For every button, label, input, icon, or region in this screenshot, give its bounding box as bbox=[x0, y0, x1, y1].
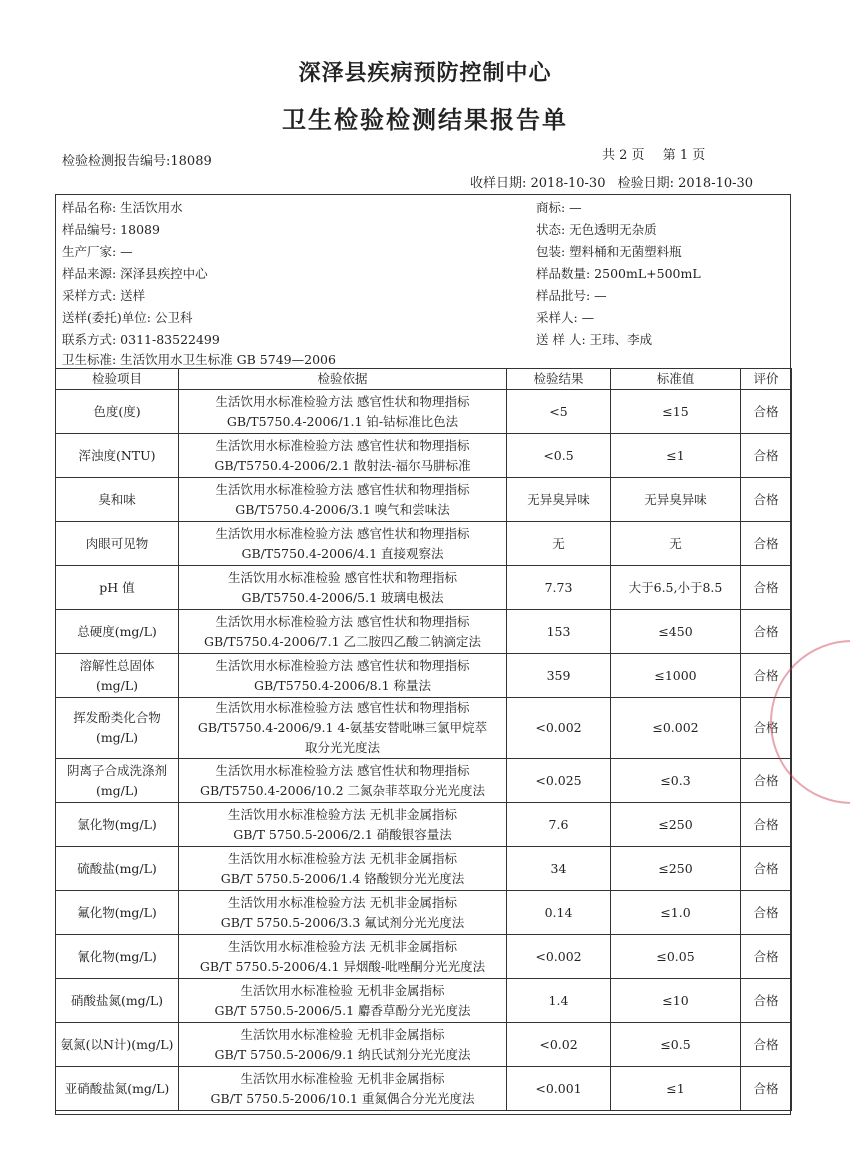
brand: 商标: — bbox=[536, 200, 582, 215]
sample-name: 样品名称: 生活饮用水 bbox=[62, 200, 183, 215]
item-cell: 氰化物(mg/L) bbox=[56, 935, 179, 979]
result-cell: 0.14 bbox=[507, 891, 611, 935]
page-indicator bbox=[602, 144, 719, 163]
item-cell: 挥发酚类化合物(mg/L) bbox=[56, 698, 179, 759]
basis-line: GB/T5750.4-2006/1.1 铂-钴标准比色法 bbox=[226, 413, 459, 429]
table-row bbox=[56, 610, 792, 654]
dates-line bbox=[470, 172, 761, 191]
basis-cell bbox=[179, 478, 507, 522]
basis-line: GB/T 5750.5-2006/2.1 硝酸银容量法 bbox=[233, 826, 452, 842]
package: 包装: 塑料桶和无菌塑料瓶 bbox=[536, 244, 682, 259]
basis-line: 生活饮用水标准检验方法 感官性状和物理指标 bbox=[215, 657, 470, 673]
evaluation-cell: 合格 bbox=[741, 654, 792, 698]
standard-cell: ≤450 bbox=[611, 610, 741, 654]
result-cell: <0.02 bbox=[507, 1023, 611, 1067]
standard-cell: ≤10 bbox=[611, 979, 741, 1023]
header-item: 检验项目 bbox=[56, 369, 179, 390]
standard-cell: ≤0.05 bbox=[611, 935, 741, 979]
basis-line: 生活饮用水标准检验方法 无机非金属指标 bbox=[228, 850, 457, 866]
result-cell: 无 bbox=[507, 522, 611, 566]
basis-line: 生活饮用水标准检验方法 感官性状和物理指标 bbox=[215, 613, 470, 629]
result-cell: 1.4 bbox=[507, 979, 611, 1023]
basis-line: GB/T 5750.5-2006/10.1 重氮偶合分光光度法 bbox=[210, 1090, 475, 1106]
total-pages: 共 2 页 bbox=[602, 148, 645, 163]
item-cell: 硫酸盐(mg/L) bbox=[56, 847, 179, 891]
contact: 联系方式: 0311-83522499 bbox=[62, 332, 220, 347]
manufacturer: 生产厂家: — bbox=[62, 244, 133, 259]
basis-line: GB/T5750.4-2006/4.1 直接观察法 bbox=[241, 545, 444, 561]
table-row bbox=[56, 566, 792, 610]
basis-line: GB/T 5750.5-2006/3.3 氟试剂分光光度法 bbox=[220, 914, 465, 930]
basis-cell bbox=[179, 935, 507, 979]
evaluation-cell: 合格 bbox=[741, 935, 792, 979]
table-row bbox=[56, 803, 792, 847]
result-cell: <0.002 bbox=[507, 698, 611, 759]
basis-line: GB/T 5750.5-2006/1.4 铬酸钡分光光度法 bbox=[220, 870, 465, 886]
sampling-method: 采样方式: 送样 bbox=[62, 288, 146, 303]
table-row bbox=[56, 759, 792, 803]
result-cell: 7.6 bbox=[507, 803, 611, 847]
standard-cell: ≤1.0 bbox=[611, 891, 741, 935]
basis-line: GB/T 5750.5-2006/5.1 麝香草酚分光光度法 bbox=[214, 1002, 471, 1018]
basis-cell bbox=[179, 1067, 507, 1111]
standard-cell: 无 bbox=[611, 522, 741, 566]
test-date: 检验日期: 2018-10-30 bbox=[617, 176, 754, 191]
basis-line: GB/T5750.4-2006/9.1 4-氨基安替吡啉三氯甲烷萃 bbox=[197, 720, 488, 735]
table-row bbox=[56, 935, 792, 979]
item-cell: pH 值 bbox=[56, 566, 179, 610]
standard-cell: ≤1 bbox=[611, 1067, 741, 1111]
result-cell: <0.5 bbox=[507, 434, 611, 478]
item-cell: 溶解性总固体(mg/L) bbox=[56, 654, 179, 698]
result-cell: <5 bbox=[507, 390, 611, 434]
basis-line: 生活饮用水标准检验 无机非金属指标 bbox=[240, 1026, 445, 1042]
basis-line: 生活饮用水标准检验方法 无机非金属指标 bbox=[228, 806, 457, 822]
item-cell: 总硬度(mg/L) bbox=[56, 610, 179, 654]
header-evaluation: 评价 bbox=[741, 369, 792, 390]
sampler: 采样人: — bbox=[536, 310, 595, 325]
basis-line: 生活饮用水标准检验 感官性状和物理指标 bbox=[228, 569, 457, 585]
result-cell: 7.73 bbox=[507, 566, 611, 610]
table-row bbox=[56, 654, 792, 698]
standard-cell: ≤0.002 bbox=[611, 698, 741, 759]
standard-cell: 大于6.5,小于8.5 bbox=[611, 566, 741, 610]
hygiene-standard: 卫生标准: 生活饮用水卫生标准 GB 5749—2006 bbox=[62, 352, 336, 367]
basis-cell bbox=[179, 698, 507, 759]
item-cell: 肉眼可见物 bbox=[56, 522, 179, 566]
item-cell: 氟化物(mg/L) bbox=[56, 891, 179, 935]
standard-cell: ≤250 bbox=[611, 803, 741, 847]
table-row bbox=[56, 979, 792, 1023]
sample-number: 样品编号: 18089 bbox=[62, 222, 160, 237]
sample-quantity: 样品数量: 2500mL+500mL bbox=[536, 266, 701, 281]
basis-cell bbox=[179, 434, 507, 478]
item-cell: 亚硝酸盐氮(mg/L) bbox=[56, 1067, 179, 1111]
standard-cell: ≤0.5 bbox=[611, 1023, 741, 1067]
page-number: 第 1 页 bbox=[662, 148, 706, 163]
basis-cell bbox=[179, 654, 507, 698]
sending-unit: 送样(委托)单位: 公卫科 bbox=[62, 310, 193, 325]
basis-cell bbox=[179, 803, 507, 847]
item-cell: 氯化物(mg/L) bbox=[56, 803, 179, 847]
basis-line: GB/T5750.4-2006/7.1 乙二胺四乙酸二钠滴定法 bbox=[203, 633, 482, 649]
evaluation-cell: 合格 bbox=[741, 610, 792, 654]
senders: 送 样 人: 王玮、李成 bbox=[536, 332, 653, 347]
result-cell: <0.025 bbox=[507, 759, 611, 803]
basis-line: 生活饮用水标准检验方法 感官性状和物理指标 bbox=[215, 437, 470, 453]
report-title: 卫生检验检测结果报告单 bbox=[282, 105, 568, 134]
basis-line: 生活饮用水标准检验方法 感官性状和物理指标 bbox=[215, 481, 470, 497]
result-cell: 无异臭异味 bbox=[507, 478, 611, 522]
header-basis: 检验依据 bbox=[179, 369, 507, 390]
standard-cell: 无异臭异味 bbox=[611, 478, 741, 522]
evaluation-cell: 合格 bbox=[741, 891, 792, 935]
item-cell: 色度(度) bbox=[56, 390, 179, 434]
evaluation-cell: 合格 bbox=[741, 434, 792, 478]
basis-line: 生活饮用水标准检验方法 感官性状和物理指标 bbox=[215, 700, 470, 715]
evaluation-cell: 合格 bbox=[741, 566, 792, 610]
basis-cell bbox=[179, 566, 507, 610]
basis-line: 生活饮用水标准检验 无机非金属指标 bbox=[240, 1070, 445, 1086]
evaluation-cell: 合格 bbox=[741, 1067, 792, 1111]
basis-line: 取分光光度法 bbox=[304, 740, 380, 755]
basis-cell bbox=[179, 610, 507, 654]
table-row bbox=[56, 522, 792, 566]
result-cell: 359 bbox=[507, 654, 611, 698]
result-cell: <0.002 bbox=[507, 935, 611, 979]
basis-line: GB/T5750.4-2006/8.1 称量法 bbox=[253, 677, 432, 693]
basis-line: GB/T5750.4-2006/2.1 散射法-福尔马肼标准 bbox=[214, 457, 471, 473]
table-header-row bbox=[56, 369, 792, 390]
basis-cell bbox=[179, 979, 507, 1023]
basis-line: 生活饮用水标准检验方法 感官性状和物理指标 bbox=[215, 762, 470, 778]
evaluation-cell: 合格 bbox=[741, 847, 792, 891]
item-cell: 硝酸盐氮(mg/L) bbox=[56, 979, 179, 1023]
table-row bbox=[56, 891, 792, 935]
item-cell: 浑浊度(NTU) bbox=[56, 434, 179, 478]
evaluation-cell: 合格 bbox=[741, 803, 792, 847]
evaluation-cell: 合格 bbox=[741, 979, 792, 1023]
result-cell: 153 bbox=[507, 610, 611, 654]
basis-line: GB/T5750.4-2006/10.2 二氮杂菲萃取分光光度法 bbox=[199, 782, 485, 798]
receive-date: 收样日期: 2018-10-30 bbox=[470, 176, 606, 191]
sample-state: 状态: 无色透明无杂质 bbox=[536, 222, 657, 237]
table-row bbox=[56, 390, 792, 434]
result-cell: <0.001 bbox=[507, 1067, 611, 1111]
evaluation-cell: 合格 bbox=[741, 698, 792, 759]
standard-cell: ≤1000 bbox=[611, 654, 741, 698]
header-standard: 标准值 bbox=[611, 369, 741, 390]
evaluation-cell: 合格 bbox=[741, 478, 792, 522]
basis-cell bbox=[179, 522, 507, 566]
standard-cell: ≤250 bbox=[611, 847, 741, 891]
table-row bbox=[56, 478, 792, 522]
basis-cell bbox=[179, 1023, 507, 1067]
basis-line: GB/T 5750.5-2006/9.1 纳氏试剂分光光度法 bbox=[214, 1046, 471, 1062]
org-title: 深泽县疾病预防控制中心 bbox=[298, 60, 552, 86]
basis-cell bbox=[179, 390, 507, 434]
basis-line: 生活饮用水标准检验 无机非金属指标 bbox=[240, 982, 445, 998]
basis-line: GB/T5750.4-2006/5.1 玻璃电极法 bbox=[241, 589, 444, 605]
report-number: 检验检测报告编号:18089 bbox=[62, 154, 212, 169]
basis-line: 生活饮用水标准检验方法 感官性状和物理指标 bbox=[215, 525, 470, 541]
sample-source: 样品来源: 深泽县疾控中心 bbox=[62, 266, 208, 281]
evaluation-cell: 合格 bbox=[741, 390, 792, 434]
item-cell: 氨氮(以N计)(mg/L) bbox=[56, 1023, 179, 1067]
table-row bbox=[56, 1067, 792, 1111]
basis-line: GB/T 5750.5-2006/4.1 异烟酸-吡唑酮分光光度法 bbox=[199, 958, 486, 974]
standard-cell: ≤0.3 bbox=[611, 759, 741, 803]
basis-cell bbox=[179, 891, 507, 935]
table-row bbox=[56, 434, 792, 478]
evaluation-cell: 合格 bbox=[741, 1023, 792, 1067]
batch-number: 样品批号: — bbox=[536, 288, 607, 303]
header-result: 检验结果 bbox=[507, 369, 611, 390]
basis-line: 生活饮用水标准检验方法 无机非金属指标 bbox=[228, 894, 457, 910]
basis-cell bbox=[179, 847, 507, 891]
basis-cell bbox=[179, 759, 507, 803]
item-cell: 阴离子合成洗涤剂(mg/L) bbox=[56, 759, 179, 803]
result-cell: 34 bbox=[507, 847, 611, 891]
table-row bbox=[56, 847, 792, 891]
evaluation-cell: 合格 bbox=[741, 522, 792, 566]
evaluation-cell: 合格 bbox=[741, 759, 792, 803]
standard-cell: ≤1 bbox=[611, 434, 741, 478]
standard-cell: ≤15 bbox=[611, 390, 741, 434]
basis-line: 生活饮用水标准检验方法 感官性状和物理指标 bbox=[215, 393, 470, 409]
basis-line: 生活饮用水标准检验方法 无机非金属指标 bbox=[228, 938, 457, 954]
basis-line: GB/T5750.4-2006/3.1 嗅气和尝味法 bbox=[235, 501, 450, 517]
table-row bbox=[56, 698, 792, 759]
results-table bbox=[55, 368, 792, 1111]
table-row bbox=[56, 1023, 792, 1067]
item-cell: 臭和味 bbox=[56, 478, 179, 522]
